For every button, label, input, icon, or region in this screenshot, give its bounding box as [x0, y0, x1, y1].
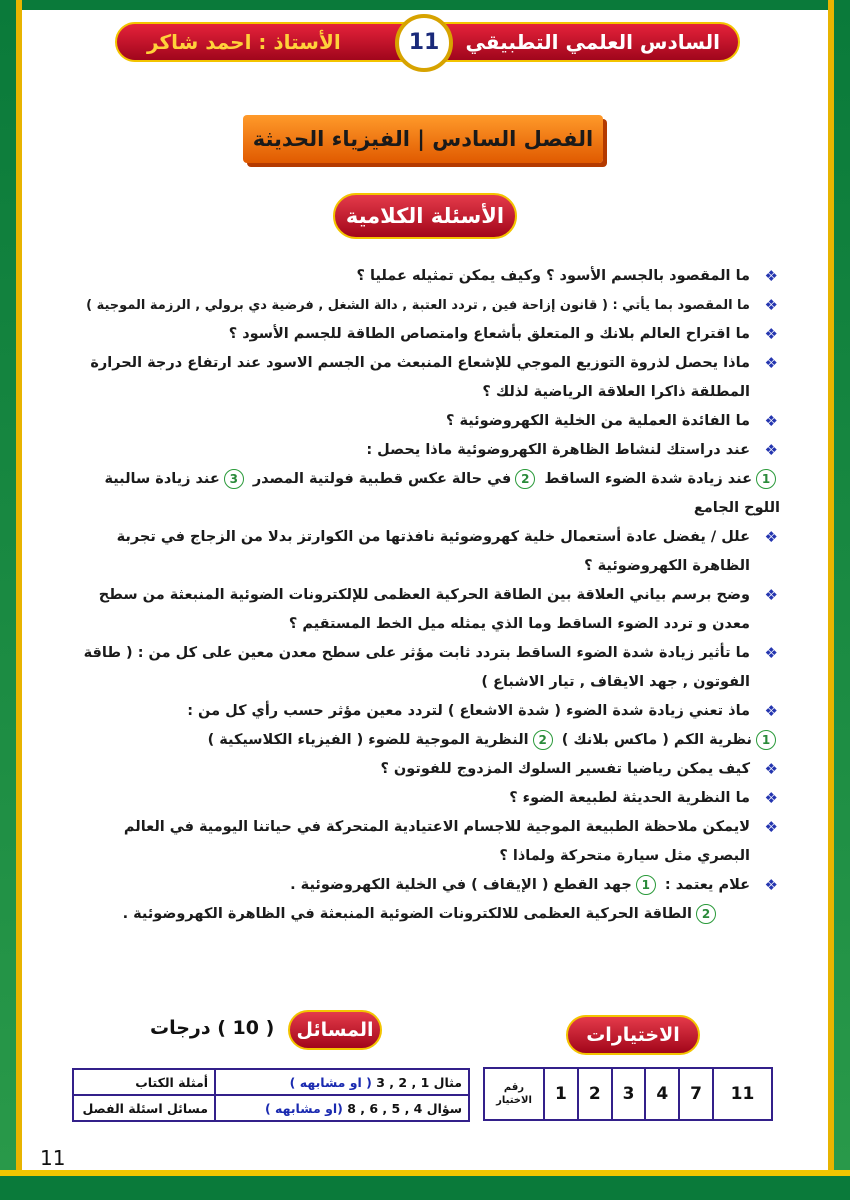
- table-cell: 1: [544, 1068, 578, 1120]
- question-item: ❖ ما المقصود بما يأتي : ( قانون إزاحة فين , تردد العتبة , دالة الشغل , فرضية دي برولي , الرزمة الموجية ): [70, 291, 780, 320]
- number-circle: 1: [756, 730, 776, 750]
- bullet-icon: ❖: [764, 354, 778, 372]
- question-item: ❖ وضح برسم بياني العلاقة بين الطاقة الحركية العظمى للإلكترونات الضوئية المنبعثة من سطح معدن و تردد الضوء الساقط وما الذي يمثله ميل الخط المستقيم ؟: [70, 581, 780, 639]
- question-item: ❖ ماذ تعني زيادة شدة الضوء ( شدة الاشعاع ) لتردد معين مؤثر حسب رأي كل من :: [70, 697, 780, 726]
- table-row: [73, 1095, 469, 1121]
- question-item: ❖ علام يعتمد : 1جهد القطع ( الإيقاف ) في الخلية الكهروضوئية .: [70, 871, 780, 900]
- left-gold-stripe: [16, 0, 22, 1170]
- table-cell: 4: [645, 1068, 679, 1120]
- sub-items-photoelectric: 1عند زيادة شدة الضوء الساقط 2في حالة عكس قطبية فولتية المصدر 3عند زيادة سالبية اللوح الجامع: [104, 471, 780, 516]
- bullet-icon: ❖: [764, 441, 778, 459]
- top-border: [0, 0, 850, 10]
- problems-title: المسائل: [288, 1010, 382, 1050]
- right-gold-stripe: [828, 0, 834, 1170]
- question-item: ❖ ماذا يحصل لذروة التوزيع الموجي للإشعاع المنبعث من الجسم الاسود عند ارتفاع درجة الحرارة المطلقة ذاكرا العلاقة الرياضية لذلك ؟: [70, 349, 780, 407]
- question-item: ❖ لايمكن ملاحظة الطبيعة الموجية للاجسام الاعتيادية المتحركة في حياتنا اليومية في العالم البصري مثل سيارة متحركة ولماذا ؟: [70, 813, 780, 871]
- bullet-icon: ❖: [764, 789, 778, 807]
- bottom-border: [0, 1176, 850, 1200]
- bullet-icon: ❖: [764, 644, 778, 662]
- question-item: ❖ كيف يمكن رياضيا تفسير السلوك المزدوج للفوتون ؟: [70, 755, 780, 784]
- section-banner: [333, 193, 517, 239]
- bullet-icon: ❖: [764, 267, 778, 285]
- bullet-icon: ❖: [764, 528, 778, 546]
- sub-items-depends: 2الطاقة الحركية العظمى للالكترونات الضوئية المنبعثة في الظاهرة الكهروضوئية .: [70, 900, 780, 929]
- table-cell: مثال 1 , 2 , 3 ( او مشابهه ): [215, 1069, 469, 1095]
- problems-table: [72, 1068, 470, 1122]
- problems-score: ( 10 ) درجات: [150, 1017, 275, 1039]
- number-circle: 2: [696, 904, 716, 924]
- bullet-icon: ❖: [764, 876, 778, 894]
- bullet-icon: ❖: [764, 760, 778, 778]
- table-cell: 11: [713, 1068, 772, 1120]
- mcq-table: [483, 1067, 773, 1121]
- bullet-icon: ❖: [764, 325, 778, 343]
- question-item: ❖ عند دراستك لنشاط الظاهرة الكهروضوئية ماذا يحصل :: [70, 436, 780, 465]
- question-item: ❖ ما المقصود بالجسم الأسود ؟ وكيف يمكن تمثيله عمليا ؟: [70, 262, 780, 291]
- bullet-icon: ❖: [764, 412, 778, 430]
- question-item: ❖ ما الفائدة العملية من الخلية الكهروضوئية ؟: [70, 407, 780, 436]
- number-circle: 1: [756, 469, 776, 489]
- footer-page-number: 11: [40, 1146, 66, 1170]
- question-item: ❖ علل / يفضل عادة أستعمال خلية كهروضوئية نافذتها من الكوارتز بدلا من الزجاج في تجربة الظاهرة الكهروضوئية ؟: [70, 523, 780, 581]
- table-cell: 2: [578, 1068, 612, 1120]
- header-title: السادس العلمي التطبيقي: [465, 30, 720, 54]
- left-border: [0, 0, 16, 1200]
- table-cell: أمثلة الكتاب: [73, 1069, 215, 1095]
- chapter-title: الفصل السادس | الفيزياء الحديثة: [252, 127, 594, 151]
- table-row: [73, 1069, 469, 1095]
- section-title: الأسئلة الكلامية: [345, 204, 505, 228]
- question-item: ❖ ما اقتراح العالم بلانك و المتعلق بأشعاع وامتصاص الطاقة للجسم الأسود ؟: [70, 320, 780, 349]
- bullet-icon: ❖: [764, 296, 778, 314]
- question-item: ❖ ما تأثير زيادة شدة الضوء الساقط بتردد ثابت مؤثر على سطح معدن معين على كل من : ( طاقة الفوتون , جهد الايقاف , تيار الاشباع ): [70, 639, 780, 697]
- sub-items-theories: 1نظرية الكم ( ماكس بلانك ) 2النظرية الموجية للضوء ( الفيزياء الكلاسيكية ): [70, 726, 780, 755]
- bullet-icon: ❖: [764, 586, 778, 604]
- number-circle: 2: [533, 730, 553, 750]
- number-circle: 1: [636, 875, 656, 895]
- right-border: [834, 0, 850, 1200]
- mcq-title: الاختيارات: [566, 1015, 700, 1055]
- table-cell: مسائل اسئلة الفصل: [73, 1095, 215, 1121]
- question-list: [70, 262, 780, 929]
- bullet-icon: ❖: [764, 702, 778, 720]
- teacher-name: الأستاذ : احمد شاكر: [147, 30, 341, 54]
- page-number-badge: 11: [395, 14, 453, 72]
- number-circle: 3: [224, 469, 244, 489]
- table-cell: 7: [679, 1068, 713, 1120]
- table-cell: سؤال 4 , 5 , 6 , 8 (او مشابهه ): [215, 1095, 469, 1121]
- bullet-icon: ❖: [764, 818, 778, 836]
- chapter-banner: [243, 115, 603, 163]
- table-row: [484, 1068, 772, 1120]
- mcq-label: رقم الاختيار: [484, 1068, 544, 1120]
- question-item: ❖ ما النظرية الحديثة لطبيعة الضوء ؟: [70, 784, 780, 813]
- number-circle: 2: [515, 469, 535, 489]
- table-cell: 3: [612, 1068, 646, 1120]
